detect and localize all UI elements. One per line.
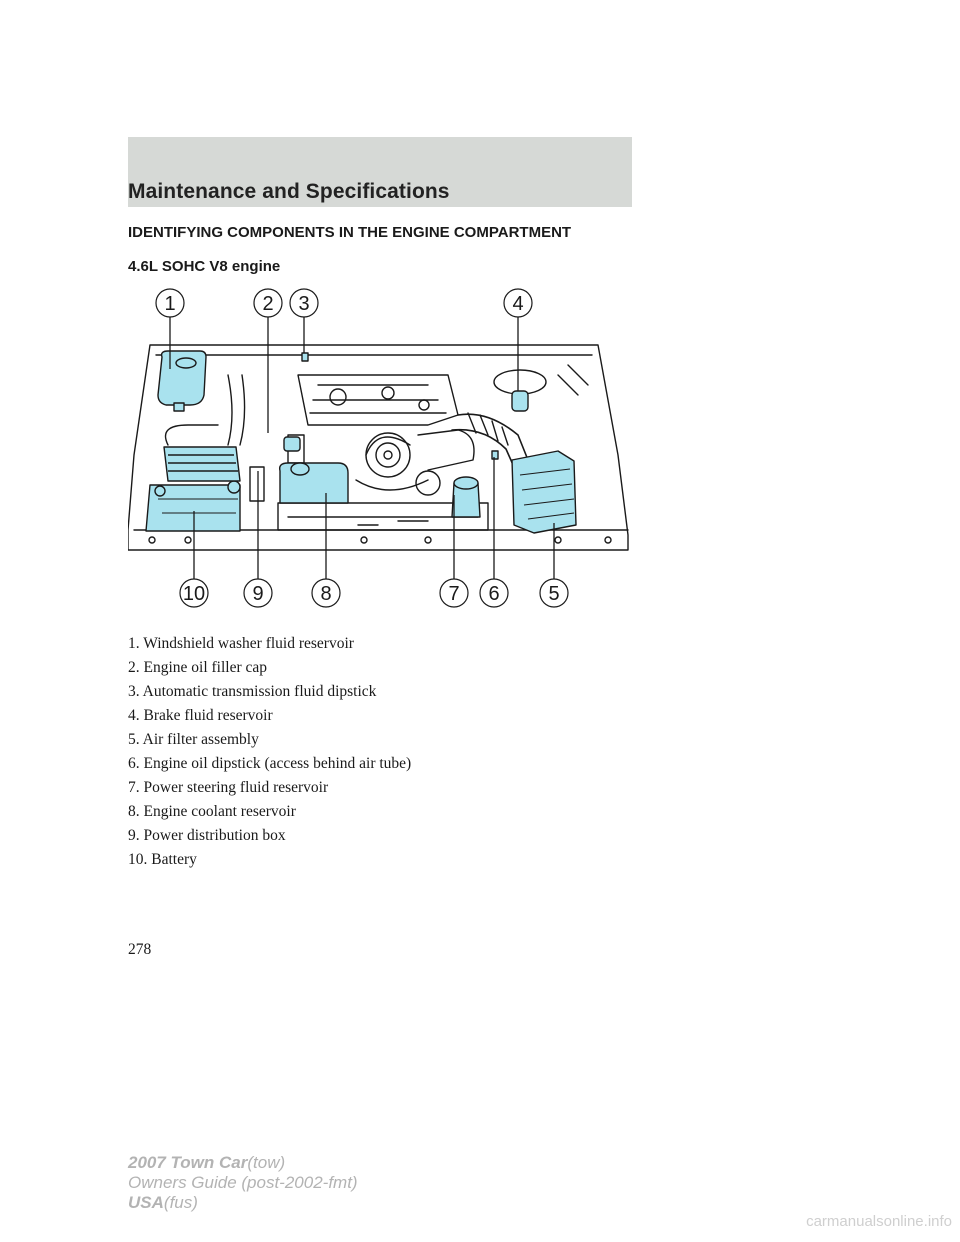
- footer-line-model: [128, 1153, 358, 1173]
- legend-item: 3. Automatic transmission fluid dipstick: [128, 683, 377, 700]
- footer-guide: Owners Guide (post-2002-fmt): [128, 1173, 358, 1192]
- callout-10: 10: [182, 583, 206, 605]
- legend-item: 8. Engine coolant reservoir: [128, 803, 296, 820]
- footer-market-code: (fus): [163, 1193, 198, 1212]
- page-number: 278: [128, 941, 152, 958]
- footer-line-market: [128, 1193, 358, 1213]
- callout-1: 1: [164, 293, 176, 315]
- callout-9: 9: [252, 583, 264, 605]
- power-distribution-box-shape: [164, 447, 240, 481]
- legend-item: 9. Power distribution box: [128, 827, 286, 844]
- page-header-title: Maintenance and Specifications: [128, 180, 450, 203]
- component-legend: [128, 632, 411, 872]
- legend-item: 2. Engine oil filler cap: [128, 659, 268, 676]
- brake-reservoir-shape: [512, 391, 528, 411]
- legend-item: 7. Power steering fluid reservoir: [128, 779, 329, 796]
- section-heading: IDENTIFYING COMPONENTS IN THE ENGINE COMPARTMENT: [128, 224, 572, 241]
- legend-item: 6. Engine oil dipstick (access behind air tube): [128, 755, 412, 772]
- legend-item: 1. Windshield washer fluid reservoir: [128, 635, 354, 652]
- oil-filler-cap-shape: [284, 437, 300, 451]
- engine-compartment-diagram: [128, 285, 638, 610]
- callout-2: 2: [262, 293, 274, 315]
- callout-7: 7: [448, 583, 460, 605]
- footer-market: USA: [128, 1193, 164, 1212]
- document-footer: [128, 1153, 358, 1213]
- callout-4: 4: [512, 293, 524, 315]
- legend-item: 5. Air filter assembly: [128, 731, 259, 748]
- air-filter-shape: [512, 451, 576, 533]
- footer-model: 2007 Town Car: [128, 1153, 248, 1172]
- callout-8: 8: [320, 583, 332, 605]
- watermark-link[interactable]: carmanualsonline.info: [806, 1213, 952, 1230]
- coolant-reservoir-shape: [280, 463, 348, 503]
- legend-item: 10. Battery: [128, 851, 197, 868]
- callout-5: 5: [548, 583, 560, 605]
- callout-6: 6: [488, 583, 500, 605]
- engine-subheading: 4.6L SOHC V8 engine: [128, 258, 281, 275]
- legend-item: 4. Brake fluid reservoir: [128, 707, 273, 724]
- footer-model-code: (tow): [247, 1153, 286, 1172]
- callout-3: 3: [298, 293, 310, 315]
